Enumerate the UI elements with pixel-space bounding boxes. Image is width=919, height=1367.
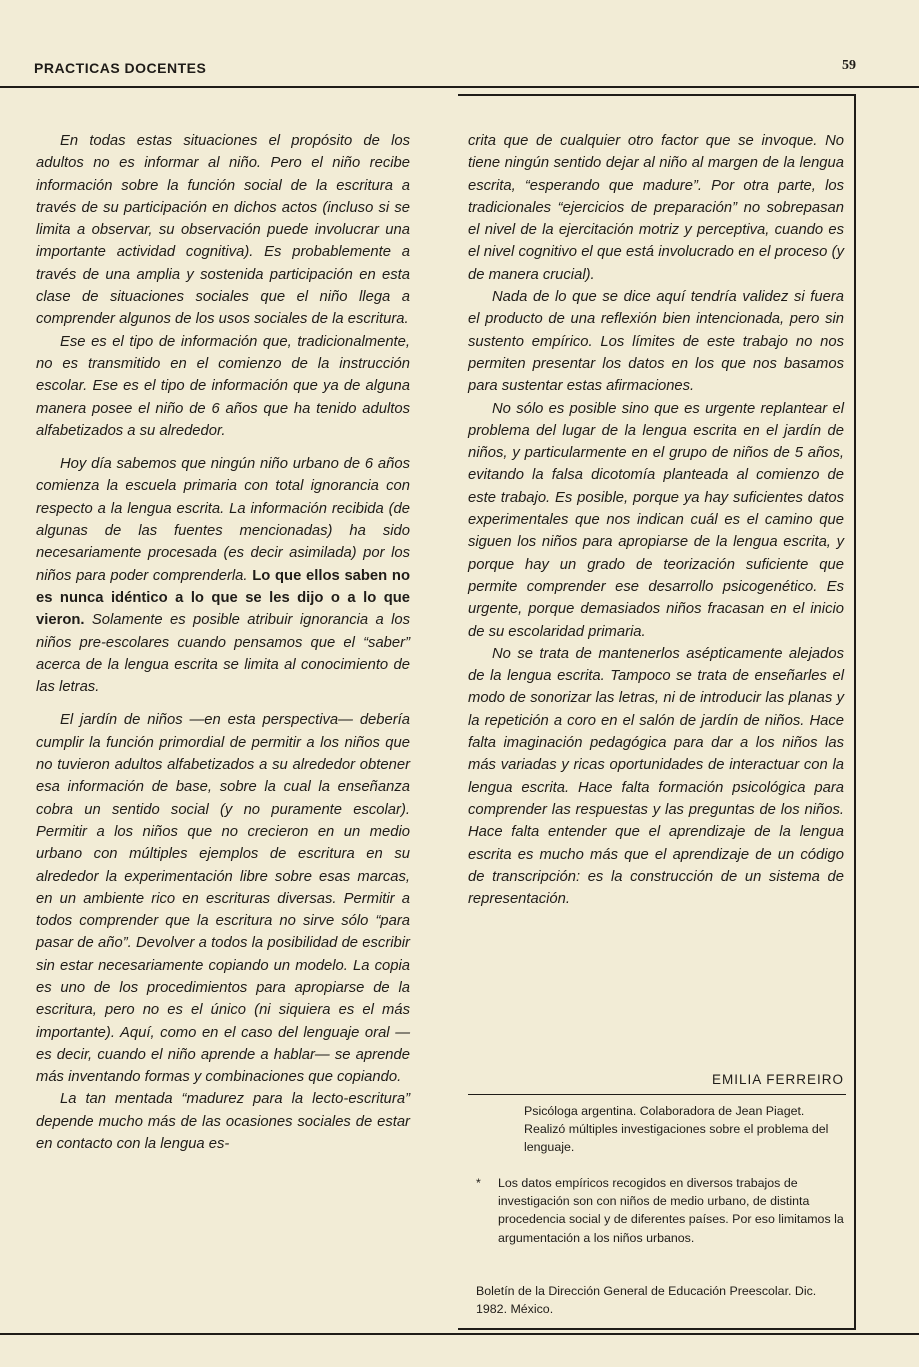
paragraph: La tan mentada “madurez para la lecto-escritura” depende mucho más de las ocasiones sociales de estar en contacto con la lengua es-	[36, 1091, 410, 1153]
signature-rule	[468, 1094, 846, 1095]
running-head: PRACTICAS DOCENTES	[34, 60, 207, 76]
header-rule	[0, 86, 919, 88]
paragraph: En todas estas situaciones el propósito de los adultos no es informar al niño. Pero el niño recibe información sobre la función social de la escritura a través de su participación en dichos actos (incluso si se limita a observar, su observación puede involucrar una importante actividad cognitiva). Es probablemente a través de una amplia y sostenida participación en esta clase de situaciones sociales que el niño llega a comprender algunos de los usos sociales de la escritura.	[36, 133, 410, 328]
page-header	[34, 58, 856, 80]
paragraph: Ese es el tipo de información que, tradicionalmente, no es transmitido en el comienzo de la instrucción escolar. Ese es el tipo de información que ya de alguna manera posee el niño de 6 años que ha tenido adultos alfabetizados a su alrededor.	[36, 333, 410, 439]
left-column	[36, 130, 410, 1155]
paragraph: El jardín de niños —en esta perspectiva— debería cumplir la función primordial de permitir a los niños que no tuvieron adultos alfabetizados a su alrededor obtener esa información de base, sobre la cual la enseñanza cobra un sentido social (y no puramente escolar). Permitir a los niños que no crecieron en un medio urbano con múltiples ejemplos de escritura en su alrededor la experimentación libre sobre esas marcas, en un ambiente rico en escrituras diversas. Permitir a todos comprender que la escritura no sirve sólo “para pasar de año”. Devolver a todos la posibilidad de escribir sin estar necesariamente copiando un modelo. La copia es uno de los procedimientos para apropiarse de la escritura, pero no es el único (ni siquiera es el más importante). Aquí, como en el caso del lenguaje oral —es decir, cuando el niño aprende a hablar— se aprende más inventando formas y combinaciones que copiando.	[36, 712, 410, 1086]
footnote-marker: *	[476, 1176, 481, 1190]
right-column	[468, 130, 844, 910]
footnote-text: Los datos empíricos recogidos en diversos trabajos de investigación son con niños de medio urbano, de distinta procedencia social y de diferentes países. Por eso limitamos la argumentación a los niños urbanos.	[498, 1176, 844, 1245]
source-citation: Boletín de la Dirección General de Educación Preescolar. Dic. 1982. México.	[476, 1284, 817, 1317]
page-number: 59	[842, 58, 856, 73]
footnote	[476, 1174, 846, 1247]
footer-rule	[0, 1333, 919, 1335]
paragraph	[36, 453, 410, 698]
paragraph: No sólo es posible sino que es urgente replantear el problema del lugar de la lengua escrita en el jardín de niños, y particularmente en el grupo de niños de 5 años, evitando la falsa dicotomía planteada al comienzo de este trabajo. Es posible, porque ya hay suficientes datos experimentales que nos indican cuál es el camino que siguen los niños para apropiarse de la lengua escrita, y porque hay un grado de teorización suficiente que permite comprender ese desarrollo psicogenético. Es urgente, porque demasiados niños fracasan en el inicio de su escolaridad primaria.	[468, 400, 844, 640]
paragraph: Nada de lo que se dice aquí tendría validez si fuera el producto de una reflexión bien intencionada, pero sin sustento empírico. Los límites de este trabajo no nos permiten presentar los datos en los que nos basamos para sustentar estas afirmaciones.	[468, 289, 844, 395]
author-byline: EMILIA FERREIRO	[711, 1072, 844, 1087]
paragraph: crita que de cualquier otro factor que se invoque. No tiene ningún sentido dejar al niño al margen de la lengua escrita, “esperando que madure”. Por otra parte, los tradicionales “ejercicios de preparación” no sobrepasan el nivel de la ejercitación motriz y perceptiva, cuando es el nivel cognitivo el que está involucrado en el proceso (y de manera crucial).	[468, 133, 844, 283]
paragraph-text: Hoy día sabemos que ningún niño urbano de 6 años comienza la escuela primaria con total ignorancia con respecto a la lengua escrita. La información recibida (de algunas de las fuentes mencionadas) ha sido necesariamente procesada (es decir asimilada) por los niños para poder comprenderla.	[36, 456, 410, 584]
bold-statement: Lo que ellos saben no es nunca idéntico a lo que se les dijo o a lo que vieron.	[36, 567, 410, 629]
author-note: Psicóloga argentina. Colaboradora de Jean Piaget. Realizó múltiples investigaciones sobre el problema del lenguaje.	[524, 1104, 829, 1155]
paragraph: No se trata de mantenerlos asépticamente alejados de la lengua escrita. Tampoco se trata de enseñarles el modo de sonorizar las letras, ni de introducir las planas y la repetición a coro en el salón de jardín de niños. Hace falta imaginación pedagógica para dar a los niños las más variadas y ricas oportunidades de interactuar con la lengua escrita. Hace falta formación psicológica para comprender las respuestas y las preguntas de los niños. Hace falta entender que el aprendizaje de la lengua escrita es mucho más que el aprendizaje de un código de transcripción: es la construcción de un sistema de representación.	[468, 645, 844, 908]
paragraph-text: Solamente es posible atribuir ignorancia a los niños pre-escolares cuando pensamos que el “saber” acerca de la lengua escrita se limita al conocimiento de las letras.	[36, 612, 410, 696]
